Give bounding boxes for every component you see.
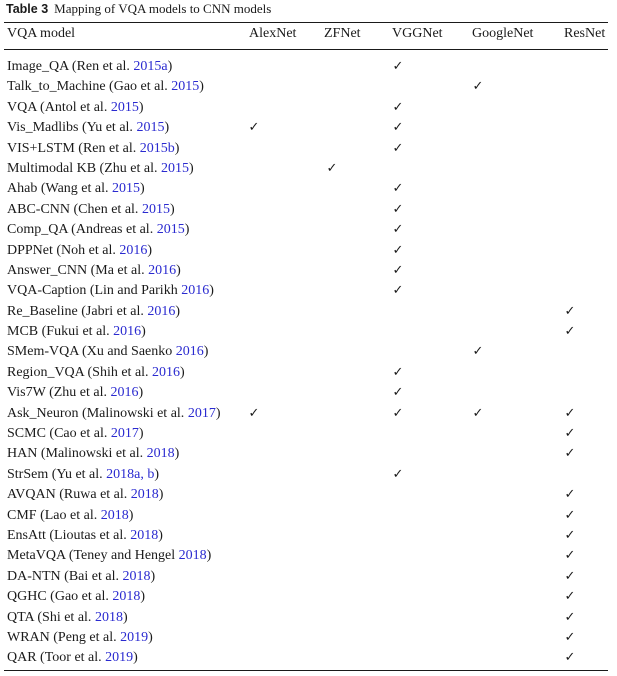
citation-close-paren: ) [209,283,214,299]
table-row [0,302,617,322]
citation-year-link[interactable]: 2018 [112,589,141,605]
table-caption-text: Mapping of VQA models to CNN models [54,1,272,16]
check-icon-resnet: ✓ [564,303,576,319]
citation-close-paren: ) [138,385,144,401]
table-row [0,628,617,648]
table-row [0,77,617,97]
table-row [0,139,617,159]
citation-year-link[interactable]: 2015 [136,120,165,136]
model-name [7,220,189,240]
check-icon-resnet: ✓ [564,446,576,462]
table-row [0,465,617,485]
table-row [0,220,617,240]
citation-close-paren: ) [164,120,170,136]
check-icon-vggnet: ✓ [392,242,404,258]
model-name [7,261,181,281]
citation-year-link[interactable]: 2016 [175,344,204,360]
citation-close-paren: ) [184,222,190,238]
model-label: MetaVQA (Teney and Hengel [7,548,179,564]
citation-close-paren: ) [206,548,212,564]
table-row [0,608,617,628]
check-icon-resnet: ✓ [564,548,576,564]
table-caption-label: Table 3 [6,2,49,16]
model-label: Ahab (Wang et al. [7,181,112,197]
check-icon-vggnet: ✓ [392,364,404,380]
table-top-rule [4,22,608,23]
citation-year-link[interactable]: 2016 [119,242,148,258]
model-name [7,404,220,424]
table-row [0,159,617,179]
model-label: DPPNet (Noh et al. [7,242,120,258]
model-label: Talk_to_Machine (Gao et al. [7,79,172,95]
model-label: SMem-VQA (Xu and Saenko [7,344,176,360]
citation-close-paren: ) [175,303,181,319]
model-name [7,526,163,546]
table-row [0,118,617,138]
model-name [7,546,211,566]
check-icon-vggnet: ✓ [392,140,404,156]
model-name [7,363,185,383]
table-row [0,342,617,362]
table-row [0,424,617,444]
citation-year-link[interactable]: 2016 [110,385,139,401]
table-row [0,57,617,77]
model-name [7,383,143,403]
model-label: Region_VQA (Shih et al. [7,364,153,380]
model-name [7,200,175,220]
citation-close-paren: ) [138,99,144,115]
check-icon-resnet: ✓ [564,507,576,523]
model-name [7,424,144,444]
model-label: Image_QA (Ren et al. [7,59,134,74]
citation-close-paren: ) [188,160,194,176]
model-label: Re_Baseline (Jabri et al. [7,303,148,319]
check-icon-vggnet: ✓ [392,181,404,197]
check-icon-resnet: ✓ [564,589,576,605]
citation-year-link[interactable]: 2018 [146,446,175,462]
model-label: Ask_Neuron (Malinowski et al. [7,405,188,421]
citation-year-link[interactable]: 2015 [171,79,200,95]
model-name [7,444,179,464]
table-row [0,322,617,342]
table-row [0,200,617,220]
citation-year-link[interactable]: 2016 [147,303,176,319]
check-icon-vggnet: ✓ [392,99,404,115]
model-label: QAR (Toor et al. [7,650,106,666]
model-name [7,485,163,505]
table-caption [6,0,271,18]
table-row [0,506,617,526]
check-icon-vggnet: ✓ [392,283,404,299]
table-header-rule [4,49,608,50]
citation-year-link[interactable]: 2018 [100,507,129,523]
model-name [7,57,172,77]
model-label: Comp_QA (Andreas et al. [7,222,157,238]
check-icon-vggnet: ✓ [392,222,404,238]
citation-year-link[interactable]: 2017 [110,426,139,442]
citation-year-link[interactable]: 2019 [120,629,149,645]
table-row [0,261,617,281]
citation-year-link[interactable]: 2015 [112,181,140,197]
check-icon-vggnet: ✓ [392,385,404,401]
header-vqa-model: VQA model [7,26,76,41]
citation-close-paren: ) [154,466,160,482]
check-icon-vggnet: ✓ [392,405,404,421]
citation-close-paren: ) [158,527,163,543]
table-header-row [0,26,617,46]
check-icon-resnet: ✓ [564,609,576,625]
model-name [7,302,180,322]
model-name [7,241,152,261]
check-icon-resnet: ✓ [564,324,576,340]
citation-year-link[interactable]: 2015b [139,140,175,156]
check-icon-vggnet: ✓ [392,466,404,482]
table-row [0,546,617,566]
check-icon-googlenet: ✓ [472,344,484,360]
header-alexnet: AlexNet [249,26,297,41]
citation-close-paren: ) [199,79,204,95]
model-label: HAN (Malinowski et al. [7,446,147,462]
citation-close-paren: ) [128,507,134,523]
check-icon-vggnet: ✓ [392,262,404,278]
citation-close-paren: ) [176,262,181,278]
citation-year-link[interactable]: 2015 [141,201,170,217]
citation-year-link[interactable]: 2018a, b [106,466,155,482]
table-row [0,444,617,464]
check-icon-vggnet: ✓ [392,120,404,136]
model-label: ABC-CNN (Chen et al. [7,201,142,217]
model-label: Answer_CNN (Ma et al. [7,262,149,278]
header-googlenet: GoogleNet [472,26,534,41]
check-icon-googlenet: ✓ [472,79,484,95]
model-name [7,506,133,526]
citation-year-link[interactable]: 2017 [187,405,216,421]
citation-year-link[interactable]: 2015 [110,99,139,115]
citation-close-paren: ) [158,487,164,503]
check-icon-resnet: ✓ [564,405,576,421]
model-label: VQA (Antol et al. [7,99,111,115]
model-name [7,118,169,138]
model-name [7,281,214,301]
citation-close-paren: ) [174,140,180,156]
table-row [0,179,617,199]
citation-year-link[interactable]: 2019 [105,650,134,666]
table-row [0,404,617,424]
model-label: VQA-Caption (Lin and Parikh [7,283,182,299]
citation-year-link[interactable]: 2016 [152,364,181,380]
model-name [7,608,128,628]
model-name [7,648,138,668]
table-bottom-rule [4,670,608,671]
citation-year-link[interactable]: 2018 [130,487,159,503]
header-zfnet: ZFNet [324,26,361,41]
model-label: Multimodal KB (Zhu et al. [7,160,161,176]
model-label: Vis_Madlibs (Yu et al. [7,120,137,136]
model-name [7,139,179,159]
citation-close-paren: ) [203,344,209,360]
check-icon-resnet: ✓ [564,487,576,503]
citation-close-paren: ) [138,426,144,442]
citation-close-paren: ) [215,405,221,421]
citation-close-paren: ) [140,589,146,605]
check-icon-alexnet: ✓ [248,120,260,136]
citation-year-link[interactable]: 2016 [181,283,210,299]
model-name [7,77,204,97]
check-icon-resnet: ✓ [564,426,576,442]
citation-close-paren: ) [141,324,146,340]
citation-year-link[interactable]: 2015 [156,222,185,238]
model-label: StrSem (Yu et al. [7,466,107,482]
table-row [0,567,617,587]
table-row [0,485,617,505]
citation-close-paren: ) [169,201,175,217]
model-label: EnsAtt (Lioutas et al. [7,527,131,543]
model-label: CMF (Lao et al. [7,507,101,523]
citation-year-link[interactable]: 2018 [122,568,151,584]
citation-year-link[interactable]: 2016 [148,262,177,278]
citation-close-paren: ) [148,629,153,645]
table-row [0,648,617,668]
check-icon-googlenet: ✓ [472,405,484,421]
model-label: AVQAN (Ruwa et al. [7,487,131,503]
check-icon-resnet: ✓ [564,527,576,543]
model-name [7,628,153,648]
citation-year-link[interactable]: 2016 [113,324,142,340]
check-icon-vggnet: ✓ [392,201,404,217]
table-row [0,363,617,383]
citation-close-paren: ) [140,181,145,197]
model-name [7,465,159,485]
check-icon-resnet: ✓ [564,568,576,584]
citation-close-paren: ) [122,609,128,625]
model-name [7,98,144,118]
citation-year-link[interactable]: 2015 [160,160,189,176]
header-vggnet: VGGNet [392,26,443,41]
citation-close-paren: ) [180,364,185,380]
model-label: VIS+LSTM (Ren et al. [7,140,140,156]
check-icon-zfnet: ✓ [326,160,338,176]
model-name [7,567,155,587]
table-row [0,383,617,403]
check-icon-alexnet: ✓ [248,405,260,421]
model-label: MCB (Fukui et al. [7,324,114,340]
model-name [7,179,145,199]
table-row [0,281,617,301]
check-icon-resnet: ✓ [564,650,576,666]
check-icon-resnet: ✓ [564,629,576,645]
citation-year-link[interactable]: 2018 [178,548,207,564]
check-icon-vggnet: ✓ [392,59,404,74]
citation-close-paren: ) [174,446,180,462]
model-label: SCMC (Cao et al. [7,426,111,442]
model-label: QGHC (Gao et al. [7,589,113,605]
model-name [7,322,146,342]
table-row [0,526,617,546]
model-label: QTA (Shi et al. [7,609,95,625]
citation-year-link[interactable]: 2015a [133,59,168,74]
table-row [0,98,617,118]
model-label: Vis7W (Zhu et al. [7,385,111,401]
citation-close-paren: ) [150,568,156,584]
header-resnet: ResNet [564,26,606,41]
citation-close-paren: ) [133,650,138,666]
model-label: WRAN (Peng et al. [7,629,121,645]
citation-year-link[interactable]: 2018 [130,527,159,543]
model-name [7,342,208,362]
model-name [7,587,145,607]
citation-close-paren: ) [167,59,173,74]
table-row [0,241,617,261]
model-label: DA-NTN (Bai et al. [7,568,123,584]
citation-close-paren: ) [147,242,153,258]
model-name [7,159,194,179]
citation-year-link[interactable]: 2018 [94,609,123,625]
table-body [0,57,617,669]
table-row [0,587,617,607]
